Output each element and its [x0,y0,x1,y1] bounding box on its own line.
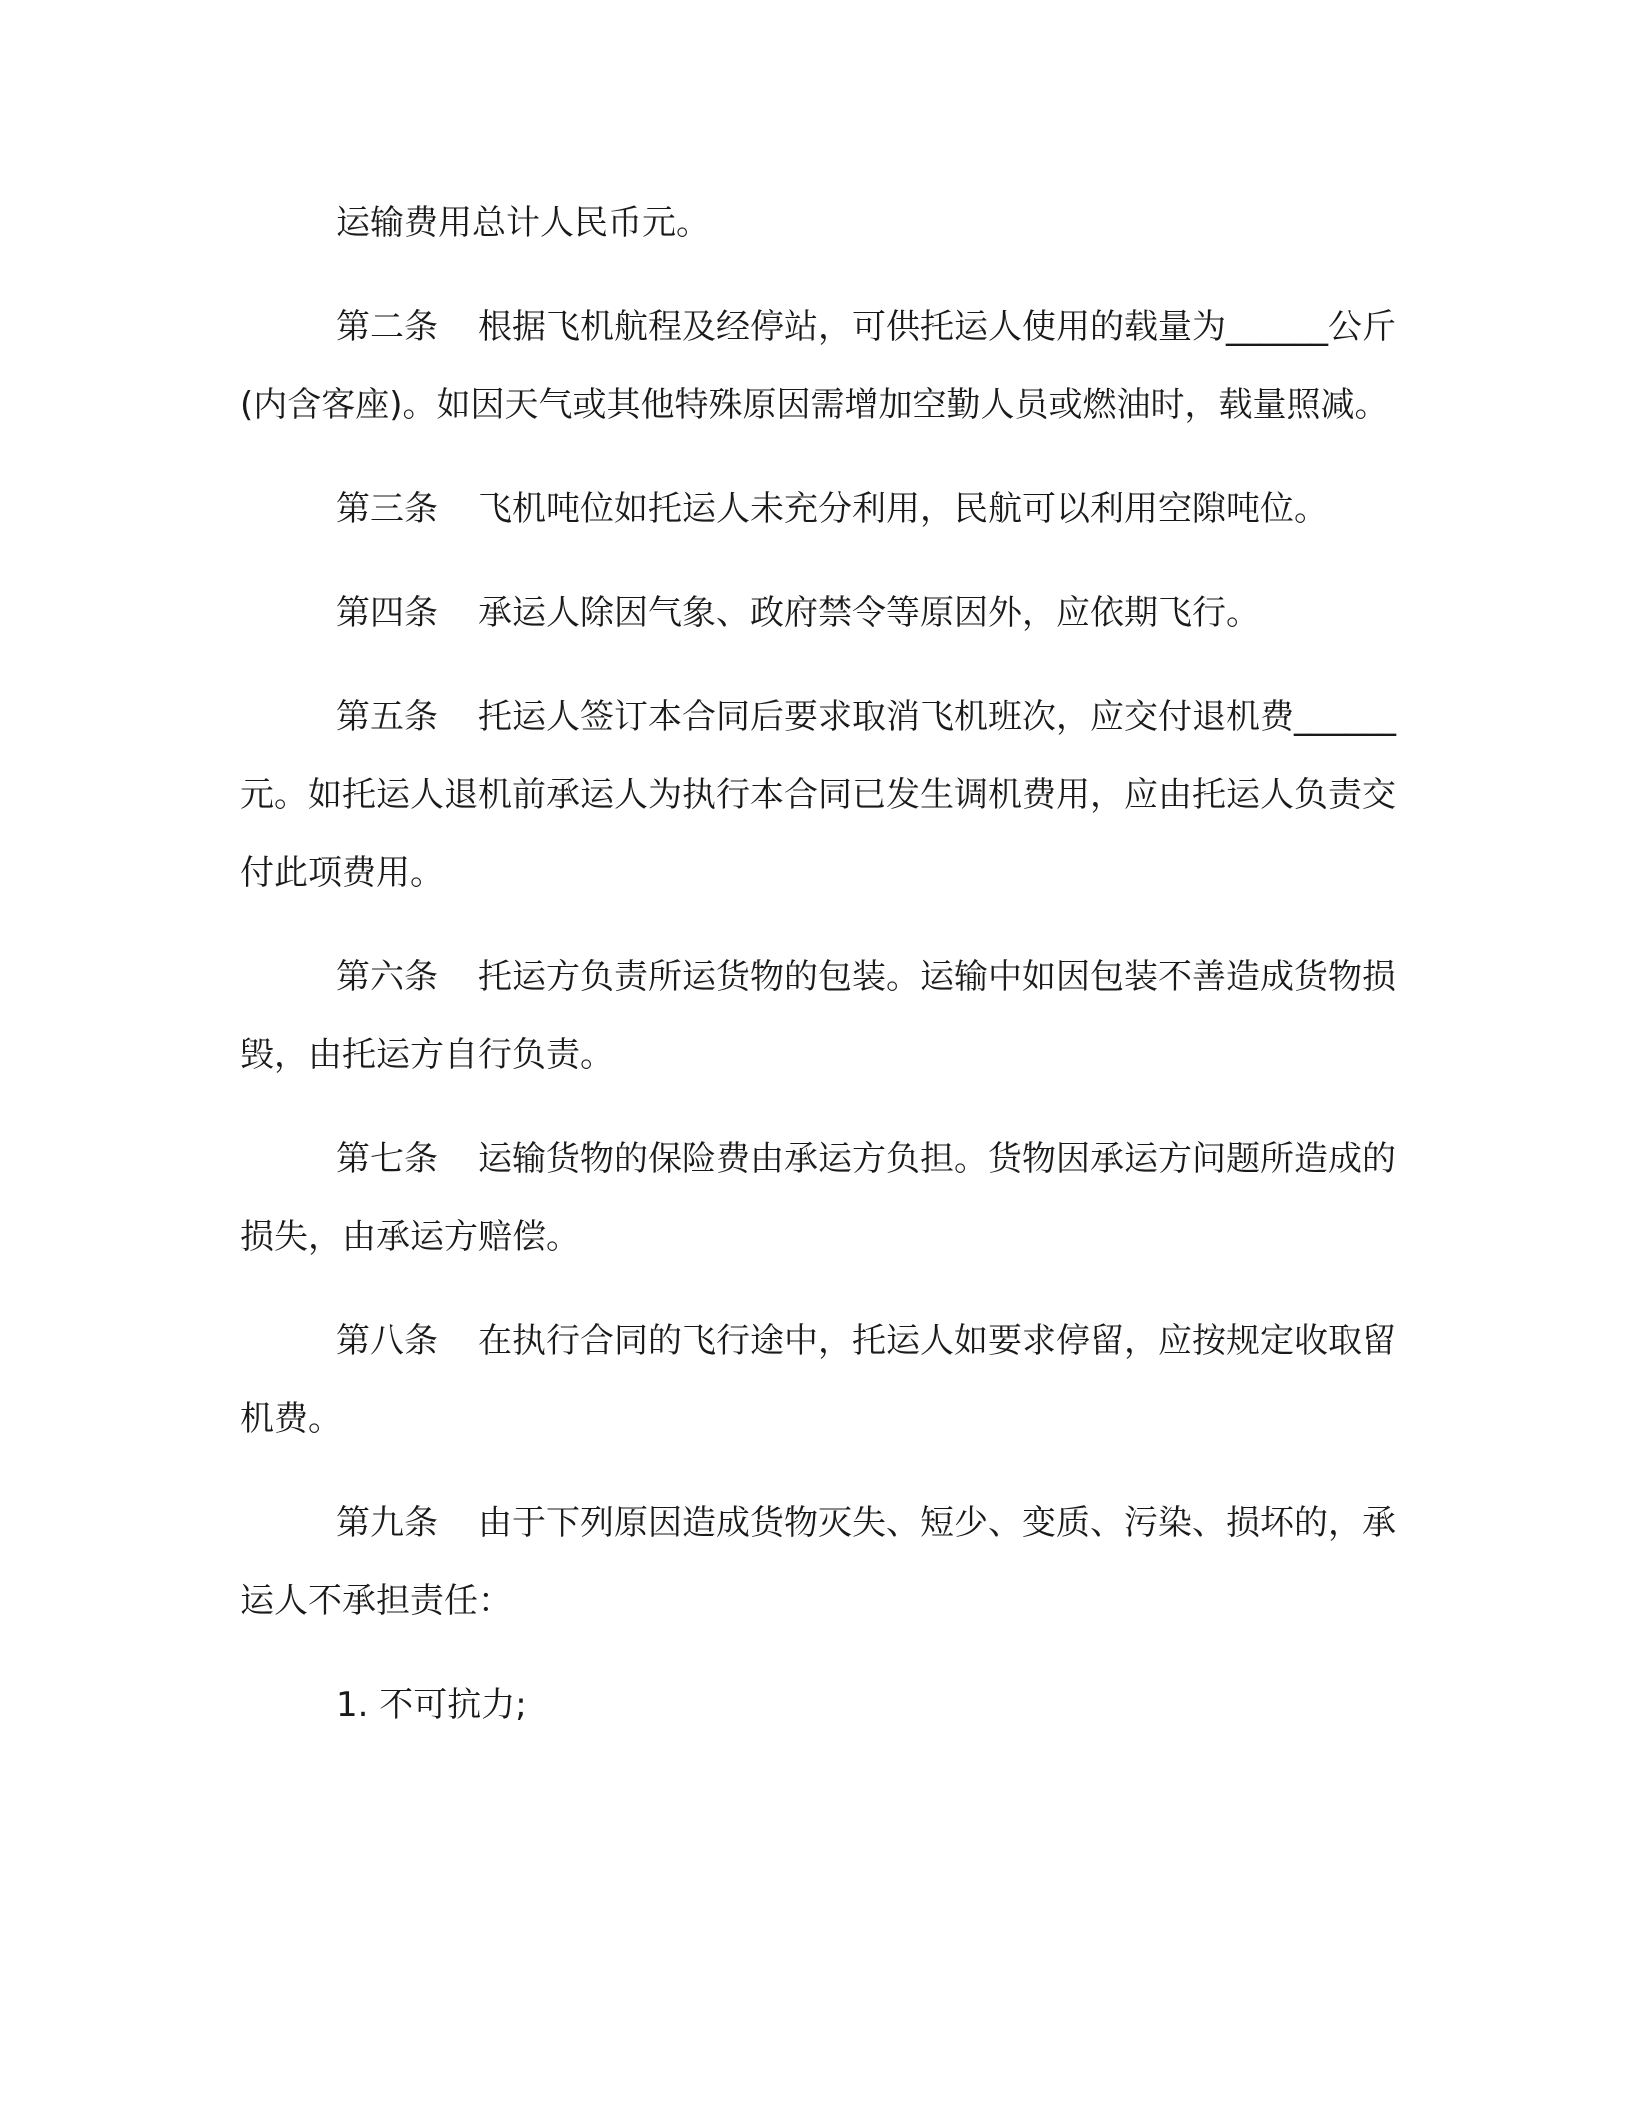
paragraph-text: 飞机吨位如托运人未充分利用，民航可以利用空隙吨位。 [478,489,1328,529]
paragraph-article-5 [240,678,1400,912]
paragraph-text: 在执行合同的飞行途中，托运人如要求停留，应按规定收取留机费。 [240,1321,1396,1439]
article-label: 第五条 [336,697,438,737]
article-label: 第四条 [336,593,438,633]
paragraph-article-6 [240,938,1400,1094]
list-item-force-majeure [240,1666,1400,1744]
paragraph-text: 运输费用总计人民币元。 [336,203,710,243]
article-label: 第二条 [336,307,438,347]
paragraph-text: 根据飞机航程及经停站，可供托运人使用的载量为______公斤(内含客座)。如因天气或其他特殊原因需增加空勤人员或燃油时，载量照减。 [240,307,1396,425]
paragraph-text: 1. 不可抗力; [336,1685,527,1725]
article-label: 第九条 [336,1503,438,1543]
paragraph-article-9 [240,1484,1400,1640]
article-label: 第七条 [336,1139,438,1179]
paragraph-freight-total [240,184,1400,262]
article-label: 第八条 [336,1321,438,1361]
paragraph-article-2 [240,288,1400,444]
paragraph-article-7 [240,1120,1400,1276]
article-label: 第六条 [336,957,438,997]
paragraph-text: 承运人除因气象、政府禁令等原因外，应依期飞行。 [478,593,1260,633]
paragraph-text: 托运方负责所运货物的包装。运输中如因包装不善造成货物损毁，由托运方自行负责。 [240,957,1396,1075]
paragraph-text: 运输货物的保险费由承运方负担。货物因承运方问题所造成的损失，由承运方赔偿。 [240,1139,1396,1257]
paragraph-article-8 [240,1302,1400,1458]
paragraph-article-3 [240,470,1400,548]
document-body [240,184,1400,1770]
paragraph-article-4 [240,574,1400,652]
paragraph-text: 由于下列原因造成货物灭失、短少、变质、污染、损坏的，承运人不承担责任： [240,1503,1396,1621]
paragraph-text: 托运人签订本合同后要求取消飞机班次，应交付退机费______元。如托运人退机前承运人为执行本合同已发生调机费用，应由托运人负责交付此项费用。 [240,697,1396,893]
article-label: 第三条 [336,489,438,529]
